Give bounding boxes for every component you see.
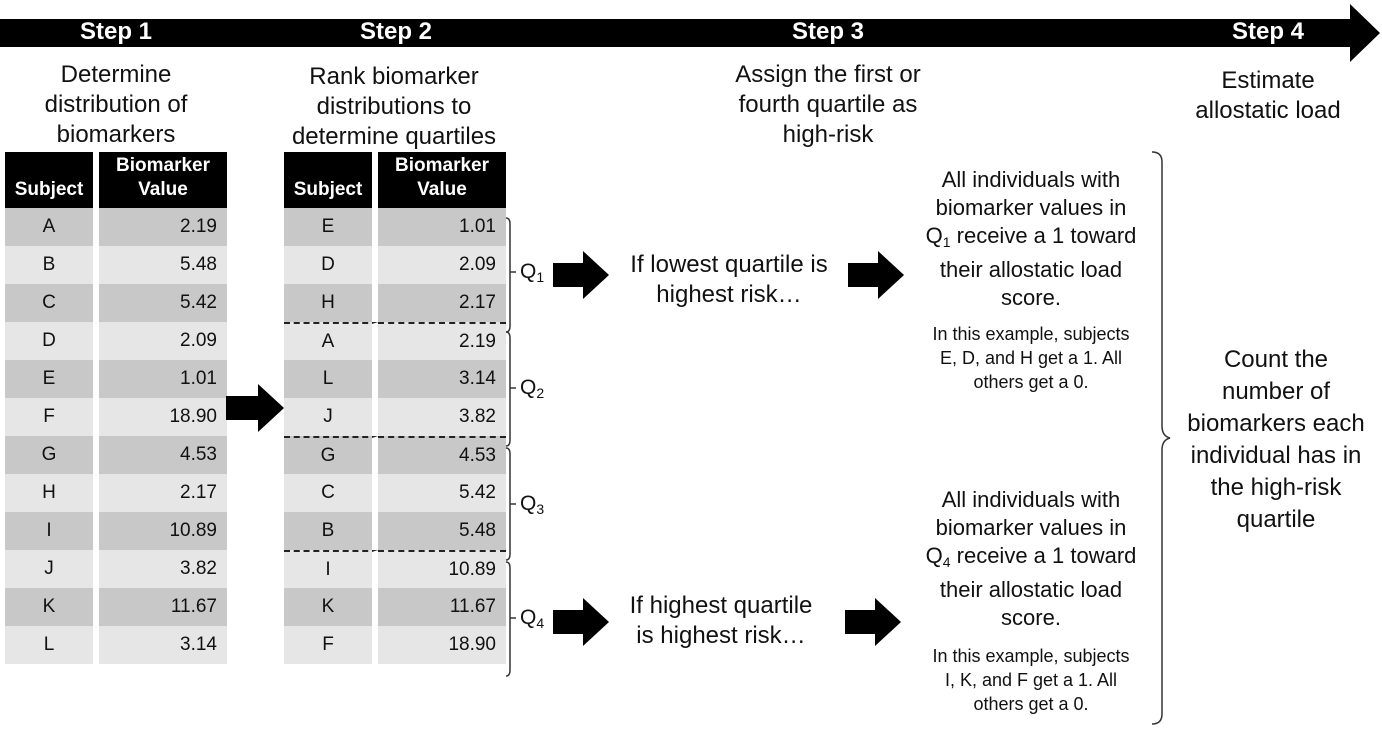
subject-cell: H [5, 474, 99, 512]
step-3-heading: Assign the first or fourth quartile as high-risk [735, 61, 921, 148]
value-cell: 18.90 [99, 398, 227, 436]
table-row [284, 284, 506, 322]
table-row [5, 588, 227, 626]
step-4-heading: Estimate allostatic load [1195, 67, 1341, 124]
arrow-right-icon [226, 384, 286, 432]
value-cell: 5.48 [99, 246, 227, 284]
subject-cell: A [5, 208, 99, 246]
table-row [5, 246, 227, 284]
value-cell: 3.82 [378, 398, 506, 436]
value-cell: 18.90 [378, 626, 506, 664]
table-row [5, 436, 227, 474]
table-row [5, 398, 227, 436]
allostatic-load-count-text: Count the number of biomarkers each individual has in the high-risk quartile [1187, 346, 1365, 533]
subject-cell: K [5, 588, 99, 626]
subject-cell: L [5, 626, 99, 664]
table-row [284, 360, 506, 398]
value-cell: 2.19 [99, 208, 227, 246]
step-banner-arrow [0, 0, 1382, 64]
value-cell: 1.01 [378, 208, 506, 246]
subject-cell: F [284, 626, 378, 664]
subject-cell: E [5, 360, 99, 398]
table-row [284, 398, 506, 436]
q4-description: All individuals with biomarker values in $Q_4$ receive a 1 toward their allostatic load score. [925, 487, 1137, 630]
subject-cell: K [284, 588, 378, 626]
arrow-right-icon [845, 598, 903, 646]
lowest-quartile-condition: If lowest quartile is highest risk… [630, 251, 828, 308]
quartile-label-q1: $Q_1$ [520, 260, 545, 285]
value-cell: 3.14 [99, 626, 227, 664]
value-header: Biomarker Value [99, 152, 227, 208]
value-cell: 1.01 [99, 360, 227, 398]
step-3-label: Step 3 [791, 18, 865, 45]
table-row [284, 246, 506, 284]
value-cell: 3.82 [99, 550, 227, 588]
table-row [284, 550, 506, 588]
step-4-label: Step 4 [1231, 18, 1305, 45]
step-2-label: Step 2 [359, 18, 433, 45]
table-row [5, 208, 227, 246]
value-cell: 5.48 [378, 512, 506, 550]
subject-cell: C [5, 284, 99, 322]
step-1-heading: Determine distribution of biomarkers [44, 61, 188, 148]
quartile-label-q3: $Q_3$ [520, 492, 545, 517]
value-cell: 2.09 [99, 322, 227, 360]
table-row [284, 588, 506, 626]
subject-cell: B [284, 512, 378, 550]
subject-cell: F [5, 398, 99, 436]
subject-cell: I [284, 550, 378, 588]
subject-cell: J [284, 398, 378, 436]
highest-quartile-condition: If highest quartile is highest risk… [629, 592, 813, 649]
quartile-label-q4: $Q_4$ [520, 606, 545, 631]
q1-example: In this example, subjects E, D, and H get a 1. All others get a 0. [932, 324, 1130, 392]
table-row [284, 474, 506, 512]
subject-cell: D [284, 246, 378, 284]
step-2-heading: Rank biomarker distributions to determine quartiles [291, 63, 497, 150]
subject-cell: I [5, 512, 99, 550]
step-1-label: Step 1 [79, 18, 153, 45]
table-row [284, 512, 506, 550]
table-row [284, 626, 506, 664]
subject-cell: L [284, 360, 378, 398]
table-row [5, 360, 227, 398]
table-row [284, 208, 506, 246]
arrow-right-icon [553, 598, 611, 646]
ranked-biomarker-table [284, 152, 506, 664]
value-cell: 5.42 [378, 474, 506, 512]
subject-cell: H [284, 284, 378, 322]
subject-header: Subject [284, 152, 378, 208]
subject-cell: G [5, 436, 99, 474]
value-cell: 4.53 [378, 436, 506, 474]
value-cell: 3.14 [378, 360, 506, 398]
table-row [5, 512, 227, 550]
subject-cell: G [284, 436, 378, 474]
q4-example: In this example, subjects I, K, and F get a 1. All others get a 0. [932, 646, 1130, 714]
subject-cell: B [5, 246, 99, 284]
value-cell: 10.89 [99, 512, 227, 550]
value-cell: 4.53 [99, 436, 227, 474]
value-cell: 11.67 [378, 588, 506, 626]
table-row [5, 626, 227, 664]
table-row [284, 322, 506, 360]
value-cell: 10.89 [378, 550, 506, 588]
subject-cell: E [284, 208, 378, 246]
value-cell: 2.17 [378, 284, 506, 322]
table-row [5, 284, 227, 322]
unranked-biomarker-table [5, 152, 227, 664]
table-row [284, 436, 506, 474]
arrow-right-icon [553, 251, 611, 299]
subject-cell: J [5, 550, 99, 588]
table-row [5, 474, 227, 512]
value-cell: 2.17 [99, 474, 227, 512]
subject-cell: D [5, 322, 99, 360]
value-cell: 2.19 [378, 322, 506, 360]
subject-cell: C [284, 474, 378, 512]
table-row [5, 322, 227, 360]
table-row [5, 550, 227, 588]
subject-header: Subject [5, 152, 99, 208]
curly-brace [1148, 148, 1176, 728]
value-cell: 11.67 [99, 588, 227, 626]
value-cell: 2.09 [378, 246, 506, 284]
quartile-label-q2: $Q_2$ [520, 376, 545, 401]
q1-description: All individuals with biomarker values in $Q_1$ receive a 1 toward their allostatic load score. [925, 167, 1137, 310]
value-cell: 5.42 [99, 284, 227, 322]
subject-cell: A [284, 322, 378, 360]
value-header: Biomarker Value [378, 152, 506, 208]
